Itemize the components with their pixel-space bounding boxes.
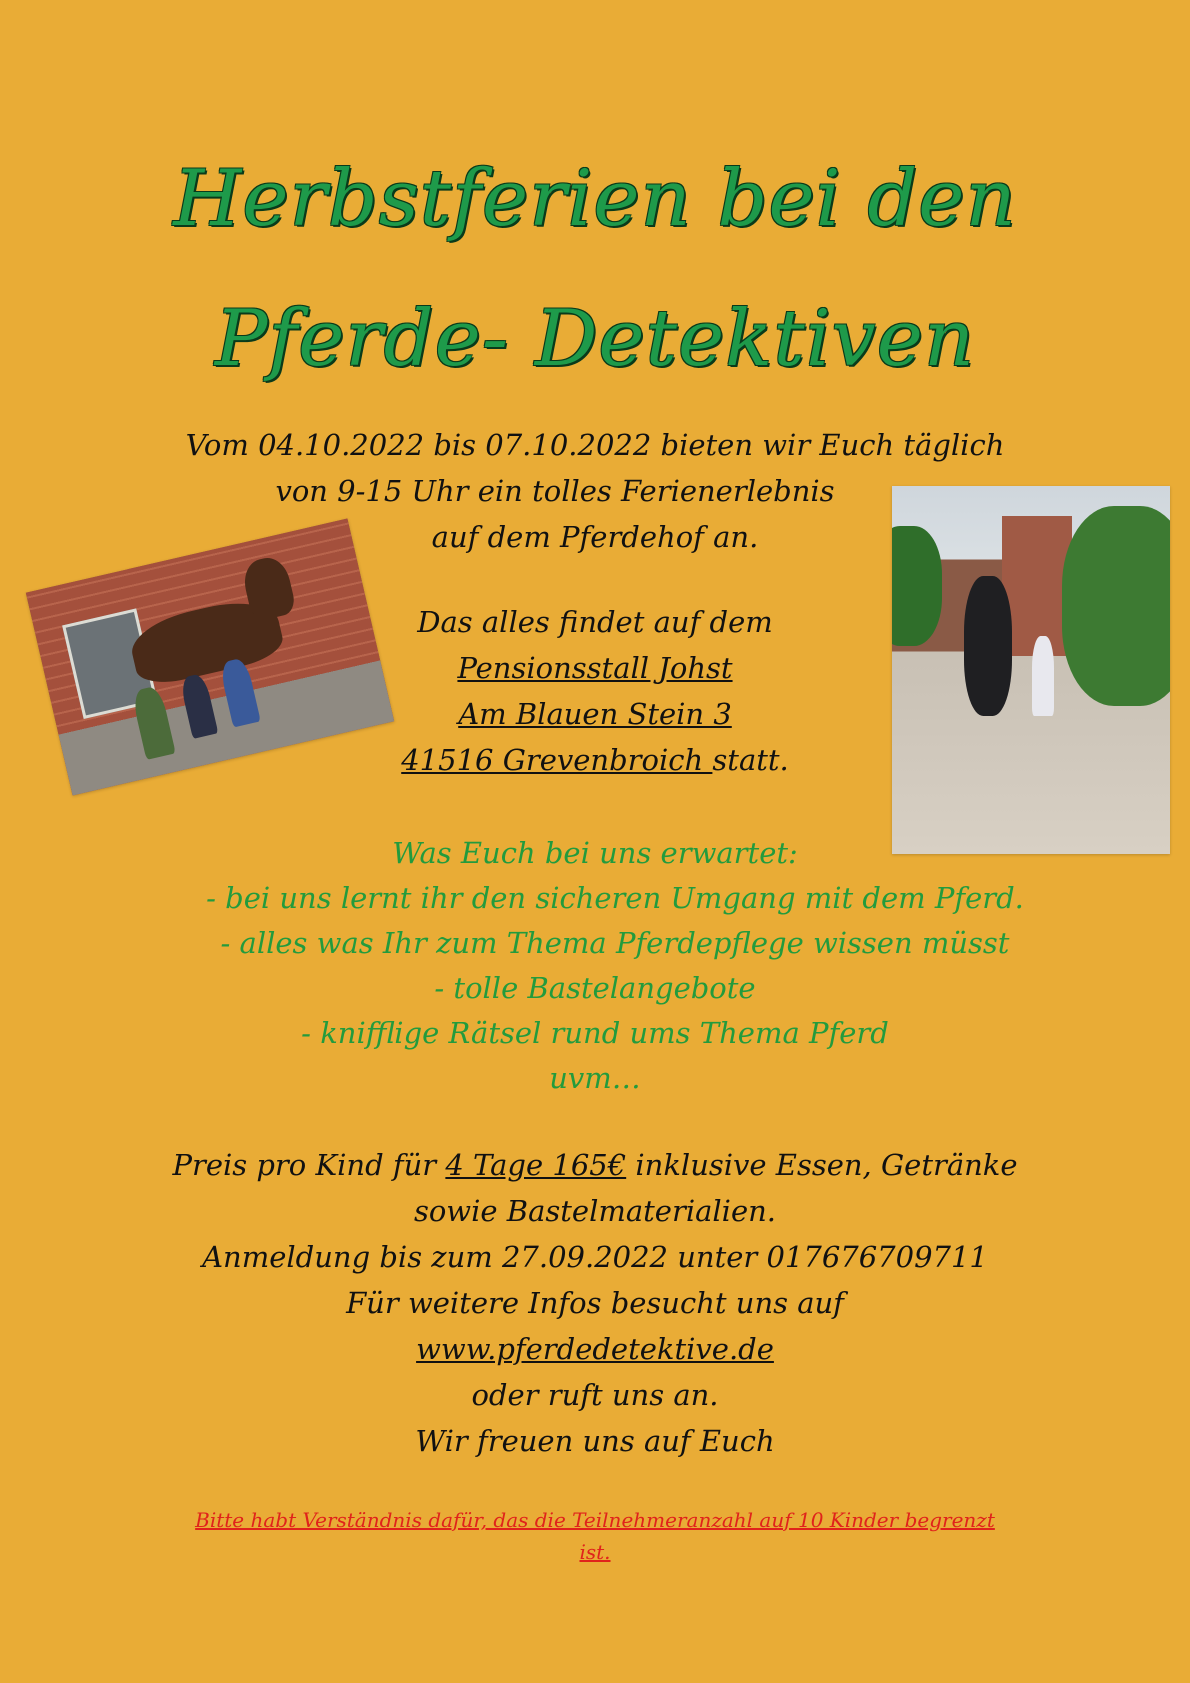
price-highlight: 4 Tage 165€ — [445, 1148, 627, 1182]
website-link[interactable]: www.pferdedetektive.de — [416, 1332, 774, 1366]
expect-item-5: uvm… — [549, 1061, 641, 1095]
city-address: 41516 Grevenbroich — [401, 743, 713, 777]
price-line-2: sowie Bastelmaterialien. — [413, 1194, 777, 1228]
location-lead: Das alles findet auf dem — [417, 605, 773, 639]
expect-item-4: - knifflige Rätsel rund ums Thema Pferd — [301, 1016, 889, 1050]
website-line — [0, 1332, 1190, 1367]
hedge-right — [1062, 506, 1170, 706]
price-prefix: Preis pro Kind für — [172, 1148, 446, 1182]
location-suffix: statt. — [712, 743, 789, 777]
child-2 — [179, 673, 218, 739]
notice-line-2: ist. — [579, 1540, 611, 1564]
call-line: oder ruft uns an. — [471, 1378, 719, 1412]
intro-line-2: von 9-15 Uhr ein tolles Ferienerlebnis — [275, 474, 835, 508]
poster-title-line-2: Pferde- Detektiven — [214, 294, 976, 384]
expect-item-2: - alles was Ihr zum Thema Pferdepflege wissen müsst — [220, 926, 1010, 960]
expect-item-1: - bei uns lernt ihr den sicheren Umgang mit dem Pferd. — [206, 881, 1024, 915]
stable-name-link: Pensionsstall Johst — [457, 651, 733, 685]
dark-horse — [964, 576, 1012, 716]
intro-line-3: auf dem Pferdehof an. — [431, 520, 759, 554]
closing-line: Wir freuen uns auf Euch — [415, 1424, 775, 1458]
price-suffix: inklusive Essen, Getränke — [626, 1148, 1018, 1182]
expect-item-3: - tolle Bastelangebote — [434, 971, 756, 1005]
street-address: Am Blauen Stein 3 — [458, 697, 732, 731]
child-3 — [219, 657, 261, 728]
info-line: Für weitere Infos besucht uns auf — [346, 1286, 844, 1320]
horse-leading-photo — [892, 486, 1170, 854]
price-line-1 — [0, 1148, 1190, 1183]
intro-line-1: Vom 04.10.2022 bis 07.10.2022 bieten wir Euch täglich — [185, 428, 1005, 462]
child-leading — [1032, 636, 1054, 716]
trees-left — [892, 526, 942, 646]
expect-heading: Was Euch bei uns erwartet: — [392, 836, 798, 870]
notice-line-1: Bitte habt Verständnis dafür, das die Teilnehmeranzahl auf 10 Kinder begrenzt — [195, 1508, 995, 1532]
poster-title-line-1: Herbstferien bei den — [173, 154, 1017, 244]
child-1 — [131, 685, 176, 760]
registration-line: Anmeldung bis zum 27.09.2022 unter 017676709711 — [202, 1240, 988, 1274]
